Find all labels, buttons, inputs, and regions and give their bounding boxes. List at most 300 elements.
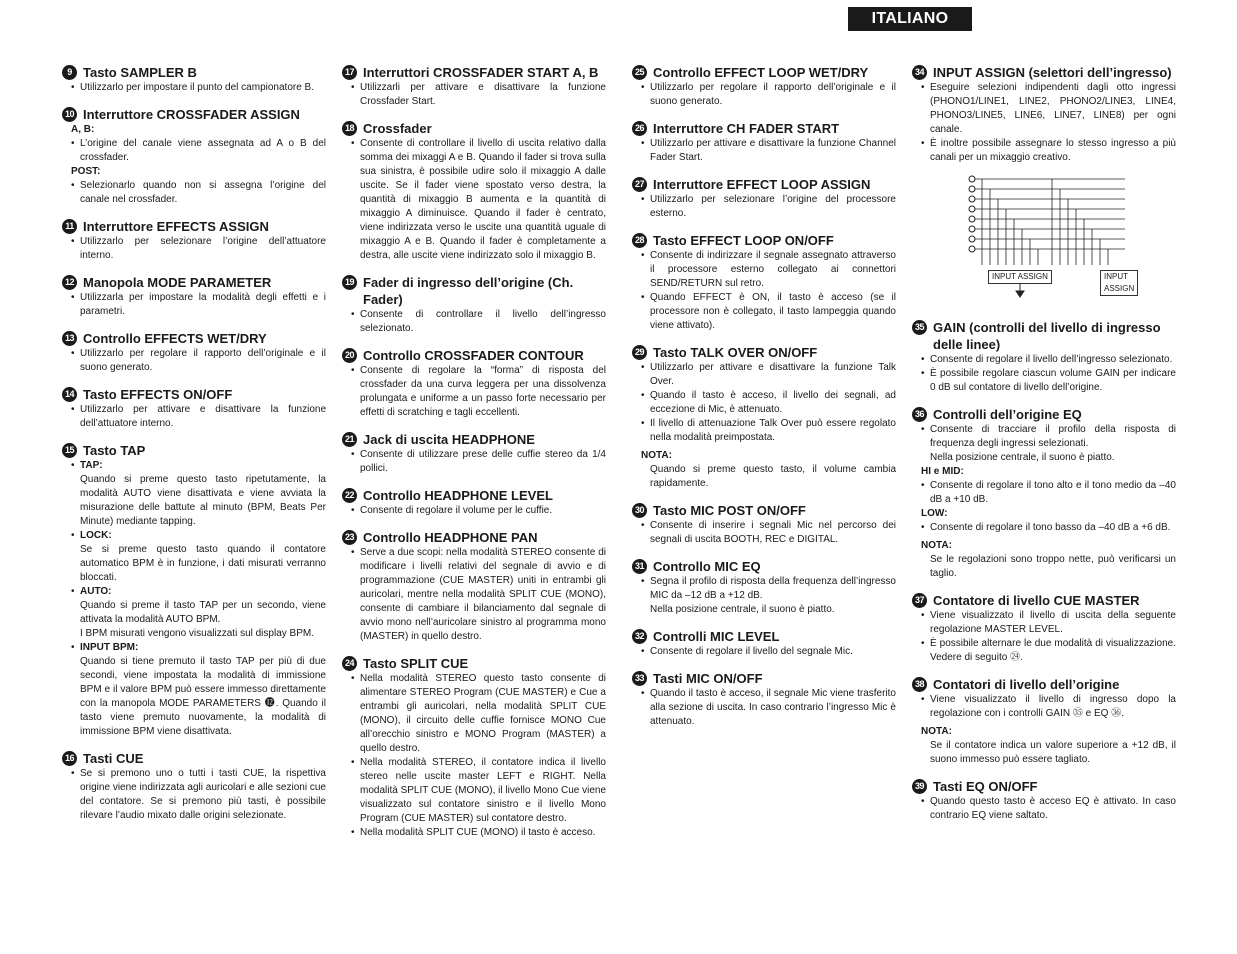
section-heading xyxy=(632,64,896,81)
bullet-icon: • xyxy=(71,138,75,149)
bullet-text: Consente di regolare il tono basso da –40 dB a +6 dB. xyxy=(930,522,1171,533)
section-title: Interruttori CROSSFADER START A, B xyxy=(363,65,599,80)
bullet-item xyxy=(351,308,606,336)
bullet-text: È possibile regolare ciascun volume GAIN per indicare 0 dB sul contatore di livello dell’origine. xyxy=(930,368,1176,393)
section-9 xyxy=(62,64,326,95)
bullet-text: Utilizzarlo per selezionare l’origine dell’attuatore interno. xyxy=(80,236,326,261)
bullet-item xyxy=(921,609,1176,637)
section-23 xyxy=(342,529,606,644)
bullet-icon: • xyxy=(921,522,925,533)
bullet-item xyxy=(641,249,896,291)
section-body xyxy=(342,546,606,644)
bullet-item xyxy=(641,137,896,165)
section-28 xyxy=(632,232,896,333)
bullet-text: Utilizzarla per impostare la modalità degli effetti e i parametri. xyxy=(80,292,326,317)
bullet-icon: • xyxy=(71,642,75,653)
section-title: GAIN (controlli del livello di ingresso delle linee) xyxy=(933,320,1161,352)
section-body xyxy=(62,291,326,319)
bullet-text: Consente di indirizzare il segnale assegnato attraverso il processore esterno collegato ai connettori SEND/RETURN sul retro. xyxy=(650,250,896,289)
input-assign-diagram xyxy=(912,173,1135,303)
section-heading xyxy=(912,319,1176,353)
bullet-icon: • xyxy=(641,292,645,303)
section-heading xyxy=(632,628,896,645)
section-body xyxy=(62,123,326,207)
section-body xyxy=(62,235,326,263)
section-title: Crossfader xyxy=(363,121,432,136)
item-number-badge: 37 xyxy=(912,593,927,608)
section-heading xyxy=(632,558,896,575)
mode-label: LOCK: xyxy=(80,530,112,541)
item-number-badge: 21 xyxy=(342,432,357,447)
section-body xyxy=(342,448,606,476)
section-heading xyxy=(632,502,896,519)
bullet-item xyxy=(351,137,606,263)
section-20 xyxy=(342,347,606,420)
bullet-label xyxy=(71,529,326,543)
section-heading xyxy=(912,64,1176,81)
section-body xyxy=(62,403,326,431)
bullet-text: Consente di regolare il livello dell’ingresso selezionato. xyxy=(930,354,1173,365)
bullet-icon: • xyxy=(71,292,75,303)
section-title: Tasto SAMPLER B xyxy=(83,65,197,80)
section-title: Contatori di livello dell’origine xyxy=(933,677,1120,692)
item-number-badge: 14 xyxy=(62,387,77,402)
bullet-text: Quando il tasto è acceso, il segnale Mic viene trasferito alla sezione di uscita. In caso contrario l’ingresso Mic è attenuato. xyxy=(650,688,896,727)
bullet-text: Quando il tasto è acceso, il livello dei segnali, ad eccezione di Mic, è attenuato. xyxy=(650,390,896,415)
section-body xyxy=(632,193,896,221)
bullet-text: Se si premono uno o tutti i tasti CUE, la rispettiva origine viene indirizzata agli auricolari e alle sezioni cue del contatore. Se si premono più tasti, è possibile rilevare l’audio mixato dalle origini selezionate. xyxy=(80,768,326,821)
section-body xyxy=(912,353,1176,395)
bullet-item xyxy=(921,137,1176,165)
section-title: Controllo CROSSFADER CONTOUR xyxy=(363,348,584,363)
section-title: Tasto EFFECT LOOP ON/OFF xyxy=(653,233,834,248)
section-body xyxy=(632,645,896,659)
bullet-icon: • xyxy=(641,82,645,93)
item-number-badge: 15 xyxy=(62,443,77,458)
arrow-down-icon xyxy=(1016,291,1024,297)
input-terminal xyxy=(969,216,975,222)
section-25 xyxy=(632,64,896,109)
column-3 xyxy=(632,64,896,740)
section-body xyxy=(342,308,606,336)
input-terminal xyxy=(969,206,975,212)
bullet-icon: • xyxy=(351,757,355,768)
section-heading xyxy=(912,592,1176,609)
item-number-badge: 25 xyxy=(632,65,647,80)
input-terminal xyxy=(969,176,975,182)
item-number-badge: 19 xyxy=(342,275,357,290)
bullet-text: Utilizzarlo per attivare e disattivare la funzione dell’attuatore interno. xyxy=(80,404,326,429)
bullet-text: Utilizzarlo per attivare e disattivare la funzione Talk Over. xyxy=(650,362,896,387)
section-body xyxy=(632,687,896,729)
bullet-text: Quando EFFECT è ON, il tasto è acceso (se il processore non è collegato, il tasto lampeggia quando viene attivato). xyxy=(650,292,896,331)
indented-text: Se si preme questo tasto quando il contatore automatico BPM è in funzione, i dati misurati verranno bloccati. xyxy=(80,544,326,583)
section-39 xyxy=(912,778,1176,823)
bullet-text: Nella modalità STEREO questo tasto consente di alimentare STEREO Program (CUE MASTER) e Cue a entrambi gli auricolari, nella modalità SPLIT CUE (MONO), il circuito delle cuffie fornisce MONO Cue all’orecchio sinistro e MONO Program (MASTER) a quello destro. xyxy=(360,673,606,754)
bullet-icon: • xyxy=(71,404,75,415)
section-title: Controlli dell’origine EQ xyxy=(933,407,1082,422)
column-4 xyxy=(912,64,1176,834)
indented-text: Se il contatore indica un valore superiore a +12 dB, il suono immesso può essere tagliato. xyxy=(930,740,1176,765)
item-number-badge: 39 xyxy=(912,779,927,794)
bullet-icon: • xyxy=(921,138,925,149)
note-label: NOTA: xyxy=(921,726,952,737)
bullet-text: Consente di regolare il volume per le cuffie. xyxy=(360,505,553,516)
section-19 xyxy=(342,274,606,336)
section-heading xyxy=(62,750,326,767)
bullet-icon: • xyxy=(921,368,925,379)
bullet-text: Il livello di attenuazione Talk Over può essere regolato nella modalità preimpostata. xyxy=(650,418,896,443)
item-number-badge: 20 xyxy=(342,348,357,363)
bullet-text: Consente di regolare il tono alto e il tono medio da –40 dB a +10 dB. xyxy=(930,480,1176,505)
section-13 xyxy=(62,330,326,375)
bullet-item xyxy=(641,81,896,109)
section-title: Tasto MIC POST ON/OFF xyxy=(653,503,806,518)
section-body xyxy=(632,361,896,491)
bullet-item xyxy=(71,137,326,165)
item-number-badge: 13 xyxy=(62,331,77,346)
section-heading xyxy=(632,176,896,193)
item-number-badge: 24 xyxy=(342,656,357,671)
input-assign-label-left: INPUT ASSIGN xyxy=(988,270,1052,284)
section-body xyxy=(62,767,326,823)
item-number-badge: 35 xyxy=(912,320,927,335)
bullet-item xyxy=(71,235,326,263)
bullet-icon: • xyxy=(921,424,925,435)
bullet-icon: • xyxy=(641,390,645,401)
bullet-icon: • xyxy=(921,694,925,705)
section-heading xyxy=(342,120,606,137)
item-number-badge: 22 xyxy=(342,488,357,503)
sub-label: POST: xyxy=(71,166,101,177)
section-title: Tasto TALK OVER ON/OFF xyxy=(653,345,818,360)
bullet-icon: • xyxy=(71,586,75,597)
bullet-label xyxy=(71,585,326,599)
note-label: NOTA: xyxy=(641,450,672,461)
item-number-badge: 18 xyxy=(342,121,357,136)
section-29 xyxy=(632,344,896,491)
section-title: Controllo HEADPHONE PAN xyxy=(363,530,538,545)
section-21 xyxy=(342,431,606,476)
bullet-text: L’origine del canale viene assegnata ad A o B del crossfader. xyxy=(80,138,326,163)
section-38 xyxy=(912,676,1176,767)
bullet-icon: • xyxy=(921,82,925,93)
bullet-icon: • xyxy=(351,505,355,516)
bullet-icon: • xyxy=(641,576,645,587)
item-number-badge: 12 xyxy=(62,275,77,290)
section-body xyxy=(912,423,1176,581)
bullet-item xyxy=(641,519,896,547)
section-body xyxy=(342,81,606,109)
section-16 xyxy=(62,750,326,823)
section-32 xyxy=(632,628,896,659)
bullet-item xyxy=(921,637,1176,665)
section-title: Interruttore EFFECTS ASSIGN xyxy=(83,219,269,234)
indented-text: Quando si tiene premuto il tasto TAP per più di due secondi, viene impostata la modalità di immissione BPM e il valore BPM può essere immesso direttamente con la manopola MODE PARAMETERS ⓬. Quando il tasto viene premuto nuovamente, la modalità di immissione BPM viene disattivata. xyxy=(80,656,326,737)
bullet-text: Consente di inserire i segnali Mic nel percorso dei segnali di uscita BOOTH, REC e DIGITAL. xyxy=(650,520,896,545)
section-body xyxy=(912,795,1176,823)
bullet-icon: • xyxy=(641,138,645,149)
bullet-text: Segna il profilo di risposta della frequenza dell’ingresso MIC da –12 dB a +12 dB. xyxy=(650,576,896,601)
section-30 xyxy=(632,502,896,547)
section-heading xyxy=(632,344,896,361)
bullet-text: Consente di regolare la “forma” di risposta del crossfader da una curva leggera per una dissolvenza prolungata e uniforme a un passo forte necessario per effetti di scratching e tagli eccellenti. xyxy=(360,365,606,418)
bullet-icon: • xyxy=(641,250,645,261)
item-number-badge: 16 xyxy=(62,751,77,766)
section-title: Manopola MODE PARAMETER xyxy=(83,275,272,290)
section-37 xyxy=(912,592,1176,665)
bullet-item xyxy=(351,504,606,518)
section-heading xyxy=(632,120,896,137)
section-heading xyxy=(342,347,606,364)
bullet-item xyxy=(921,367,1176,395)
item-number-badge: 11 xyxy=(62,219,77,234)
bullet-icon: • xyxy=(71,180,75,191)
bullet-label xyxy=(71,641,326,655)
bullet-text: Utilizzarli per attivare e disattivare la funzione Crossfader Start. xyxy=(360,82,606,107)
sub-label: A, B: xyxy=(71,124,95,135)
sub-label: LOW: xyxy=(921,508,948,519)
mode-label: AUTO: xyxy=(80,586,112,597)
item-number-badge: 30 xyxy=(632,503,647,518)
bullet-icon: • xyxy=(351,138,355,149)
bullet-icon: • xyxy=(921,480,925,491)
indented-text: Quando si preme il tasto TAP per un secondo, viene attivata la modalità AUTO BPM. xyxy=(80,600,326,625)
section-title: Controllo EFFECTS WET/DRY xyxy=(83,331,267,346)
bullet-text: Selezionarlo quando non si assegna l’origine del canale nel crossfader. xyxy=(80,180,326,205)
section-body xyxy=(632,81,896,109)
bullet-item xyxy=(71,291,326,319)
section-heading xyxy=(62,106,326,123)
bullet-item xyxy=(921,353,1176,367)
bullet-item xyxy=(641,389,896,417)
section-title: Tasti EQ ON/OFF xyxy=(933,779,1038,794)
section-heading xyxy=(912,676,1176,693)
mode-label: TAP: xyxy=(80,460,103,471)
item-number-badge: 23 xyxy=(342,530,357,545)
section-heading xyxy=(342,431,606,448)
section-34 xyxy=(912,64,1176,303)
input-terminal xyxy=(969,186,975,192)
bullet-icon: • xyxy=(351,449,355,460)
section-body xyxy=(342,364,606,420)
section-title: Jack di uscita HEADPHONE xyxy=(363,432,535,447)
section-heading xyxy=(62,386,326,403)
bullet-item xyxy=(641,361,896,389)
mode-label: INPUT BPM: xyxy=(80,642,139,653)
indented-text: Nella posizione centrale, il suono è piatto. xyxy=(930,452,1115,463)
section-heading xyxy=(62,274,326,291)
section-title: Controlli MIC LEVEL xyxy=(653,629,780,644)
section-14 xyxy=(62,386,326,431)
bullet-item xyxy=(351,81,606,109)
bullet-icon: • xyxy=(71,460,75,471)
section-title: INPUT ASSIGN (selettori dell’ingresso) xyxy=(933,65,1172,80)
section-body xyxy=(342,504,606,518)
section-body xyxy=(342,137,606,263)
input-terminal xyxy=(969,246,975,252)
bullet-icon: • xyxy=(921,796,925,807)
section-body xyxy=(632,519,896,547)
section-33 xyxy=(632,670,896,729)
bullet-item xyxy=(351,672,606,756)
item-number-badge: 34 xyxy=(912,65,927,80)
section-body xyxy=(632,575,896,617)
bullet-text: Nella modalità SPLIT CUE (MONO) il tasto è acceso. xyxy=(360,827,596,838)
bullet-text: Viene visualizzato il livello di uscita della seguente regolazione MASTER LEVEL. xyxy=(930,610,1176,635)
item-number-badge: 31 xyxy=(632,559,647,574)
section-heading xyxy=(632,232,896,249)
bullet-text: Nella modalità STEREO, il contatore indica il livello stereo nelle uscite master LEFT e RIGHT. Nella modalità SPLIT CUE (MONO), il livello Mono Cue viene visualizzato sul contatore sinistro e il livello Mono Program (CUE MASTER) sul contatore destro. xyxy=(360,757,607,824)
section-title: Interruttore CH FADER START xyxy=(653,121,840,136)
section-title: Interruttore EFFECT LOOP ASSIGN xyxy=(653,177,871,192)
section-title: Controllo MIC EQ xyxy=(653,559,761,574)
bullet-text: Consente di regolare il livello del segnale Mic. xyxy=(650,646,853,657)
section-title: Controllo HEADPHONE LEVEL xyxy=(363,488,553,503)
section-body xyxy=(632,137,896,165)
section-body xyxy=(912,693,1176,767)
bullet-item xyxy=(71,347,326,375)
bullet-label xyxy=(71,459,326,473)
bullet-icon: • xyxy=(351,547,355,558)
bullet-item xyxy=(921,795,1176,823)
bullet-icon: • xyxy=(71,530,75,541)
section-10 xyxy=(62,106,326,207)
bullet-text: Consente di tracciare il profilo della risposta di frequenza degli ingressi selezionati. xyxy=(930,424,1176,449)
section-heading xyxy=(342,64,606,81)
item-number-badge: 29 xyxy=(632,345,647,360)
bullet-item xyxy=(641,575,896,603)
input-terminal xyxy=(969,236,975,242)
indented-text: Quando si preme questo tasto, il volume cambia rapidamente. xyxy=(650,464,896,489)
bullet-item xyxy=(71,179,326,207)
bullet-icon: • xyxy=(351,82,355,93)
bullet-text: È possibile alternare le due modalità di visualizzazione. Vedere di seguito ㉔. xyxy=(930,638,1176,663)
bullet-item xyxy=(921,81,1176,137)
bullet-item xyxy=(641,291,896,333)
bullet-icon: • xyxy=(71,768,75,779)
indented-text: Se le regolazioni sono troppo nette, può verificarsi un taglio. xyxy=(930,554,1176,579)
item-number-badge: 33 xyxy=(632,671,647,686)
bullet-item xyxy=(641,687,896,729)
bullet-text: Viene visualizzato il livello di ingresso dopo la regolazione con i controlli GAIN ㉟ e EQ ㊱. xyxy=(930,694,1176,719)
bullet-icon: • xyxy=(641,418,645,429)
bullet-icon: • xyxy=(641,646,645,657)
bullet-text: Consente di utilizzare prese delle cuffie stereo da 1/4 pollici. xyxy=(360,449,606,474)
bullet-item xyxy=(351,546,606,644)
bullet-text: Eseguire selezioni indipendenti dagli otto ingressi (PHONO1/LINE1, LINE2, PHONO2/LINE3, LINE4, PHONO3/LINE5, LINE6, LINE7, LINE8) per ogni canale. xyxy=(930,82,1176,135)
section-35 xyxy=(912,319,1176,395)
section-heading xyxy=(342,274,606,308)
section-body xyxy=(62,347,326,375)
section-title: Tasto EFFECTS ON/OFF xyxy=(83,387,233,402)
item-number-badge: 10 xyxy=(62,107,77,122)
section-heading xyxy=(342,529,606,546)
section-15 xyxy=(62,442,326,739)
section-27 xyxy=(632,176,896,221)
bullet-icon: • xyxy=(641,194,645,205)
bullet-item xyxy=(641,645,896,659)
section-18 xyxy=(342,120,606,263)
item-number-badge: 27 xyxy=(632,177,647,192)
note-label: NOTA: xyxy=(921,540,952,551)
bullet-item xyxy=(921,479,1176,507)
bullet-icon: • xyxy=(921,638,925,649)
indented-text: Nella posizione centrale, il suono è piatto. xyxy=(650,604,835,615)
item-number-badge: 32 xyxy=(632,629,647,644)
item-number-badge: 38 xyxy=(912,677,927,692)
section-12 xyxy=(62,274,326,319)
bullet-text: Utilizzarlo per impostare il punto del campionatore B. xyxy=(80,82,314,93)
bullet-text: Consente di controllare il livello di uscita relativo dalla somma dei mixaggi A e B. Quando il fader si trova sulla sua sinistra, è possibile udire solo il mixaggio A dalle uscite. Se il fader viene spostato verso destra, la quantità di mixaggio B aumenta e la quantità di mixaggio A diminuisce. Quando il fader è centrato, viene indirizzata verso le uscite una quantità uguale di mixaggio A e B. Quando il fader è completamente a destra, alle uscite viene indirizzato solo il mixaggio B. xyxy=(360,138,606,261)
section-body xyxy=(912,81,1176,165)
bullet-item xyxy=(351,756,606,826)
input-assign-label-right: INPUT ASSIGN xyxy=(1100,270,1138,296)
language-tab: ITALIANO xyxy=(848,7,972,31)
item-number-badge: 26 xyxy=(632,121,647,136)
bullet-item xyxy=(351,826,606,840)
bullet-icon: • xyxy=(351,827,355,838)
section-title: Tasti MIC ON/OFF xyxy=(653,671,763,686)
section-title: Interruttore CROSSFADER ASSIGN xyxy=(83,107,300,122)
bullet-icon: • xyxy=(921,610,925,621)
indented-text: I BPM misurati vengono visualizzati sul display BPM. xyxy=(80,628,314,639)
bullet-icon: • xyxy=(921,354,925,365)
section-body xyxy=(62,81,326,95)
item-number-badge: 9 xyxy=(62,65,77,80)
section-36 xyxy=(912,406,1176,581)
bullet-text: Utilizzarlo per regolare il rapporto dell’originale e il suono generato. xyxy=(80,348,326,373)
indented-text: Quando si preme questo tasto ripetutamente, la modalità AUTO viene disattivata e viene avviata la misurazione delle battute al minuto (BPM, Beats Per Minute) mediante tapping. xyxy=(80,474,326,527)
bullet-icon: • xyxy=(71,348,75,359)
section-body xyxy=(912,609,1176,665)
section-title: Contatore di livello CUE MASTER xyxy=(933,593,1140,608)
bullet-text: Utilizzarlo per regolare il rapporto dell’originale e il suono generato. xyxy=(650,82,896,107)
section-title: Tasti CUE xyxy=(83,751,144,766)
sub-label: HI e MID: xyxy=(921,466,964,477)
item-number-badge: 36 xyxy=(912,407,927,422)
section-heading xyxy=(342,487,606,504)
section-title: Fader di ingresso dell’origine (Ch. Fader) xyxy=(363,275,574,307)
bullet-icon: • xyxy=(71,236,75,247)
bullet-text: Consente di controllare il livello dell’ingresso selezionato. xyxy=(360,309,606,334)
bullet-icon: • xyxy=(641,520,645,531)
item-number-badge: 17 xyxy=(342,65,357,80)
section-heading xyxy=(632,670,896,687)
section-17 xyxy=(342,64,606,109)
bullet-icon: • xyxy=(641,362,645,373)
column-2 xyxy=(342,64,606,851)
bullet-item xyxy=(921,521,1176,535)
section-22 xyxy=(342,487,606,518)
section-heading xyxy=(62,442,326,459)
section-26 xyxy=(632,120,896,165)
section-title: Controllo EFFECT LOOP WET/DRY xyxy=(653,65,869,80)
section-heading xyxy=(62,218,326,235)
section-24 xyxy=(342,655,606,840)
bullet-item xyxy=(71,403,326,431)
input-terminal xyxy=(969,196,975,202)
bullet-icon: • xyxy=(641,688,645,699)
section-11 xyxy=(62,218,326,263)
section-heading xyxy=(342,655,606,672)
column-1 xyxy=(62,64,326,834)
input-terminal xyxy=(969,226,975,232)
bullet-item xyxy=(71,81,326,95)
bullet-icon: • xyxy=(351,309,355,320)
section-heading xyxy=(62,64,326,81)
section-31 xyxy=(632,558,896,617)
